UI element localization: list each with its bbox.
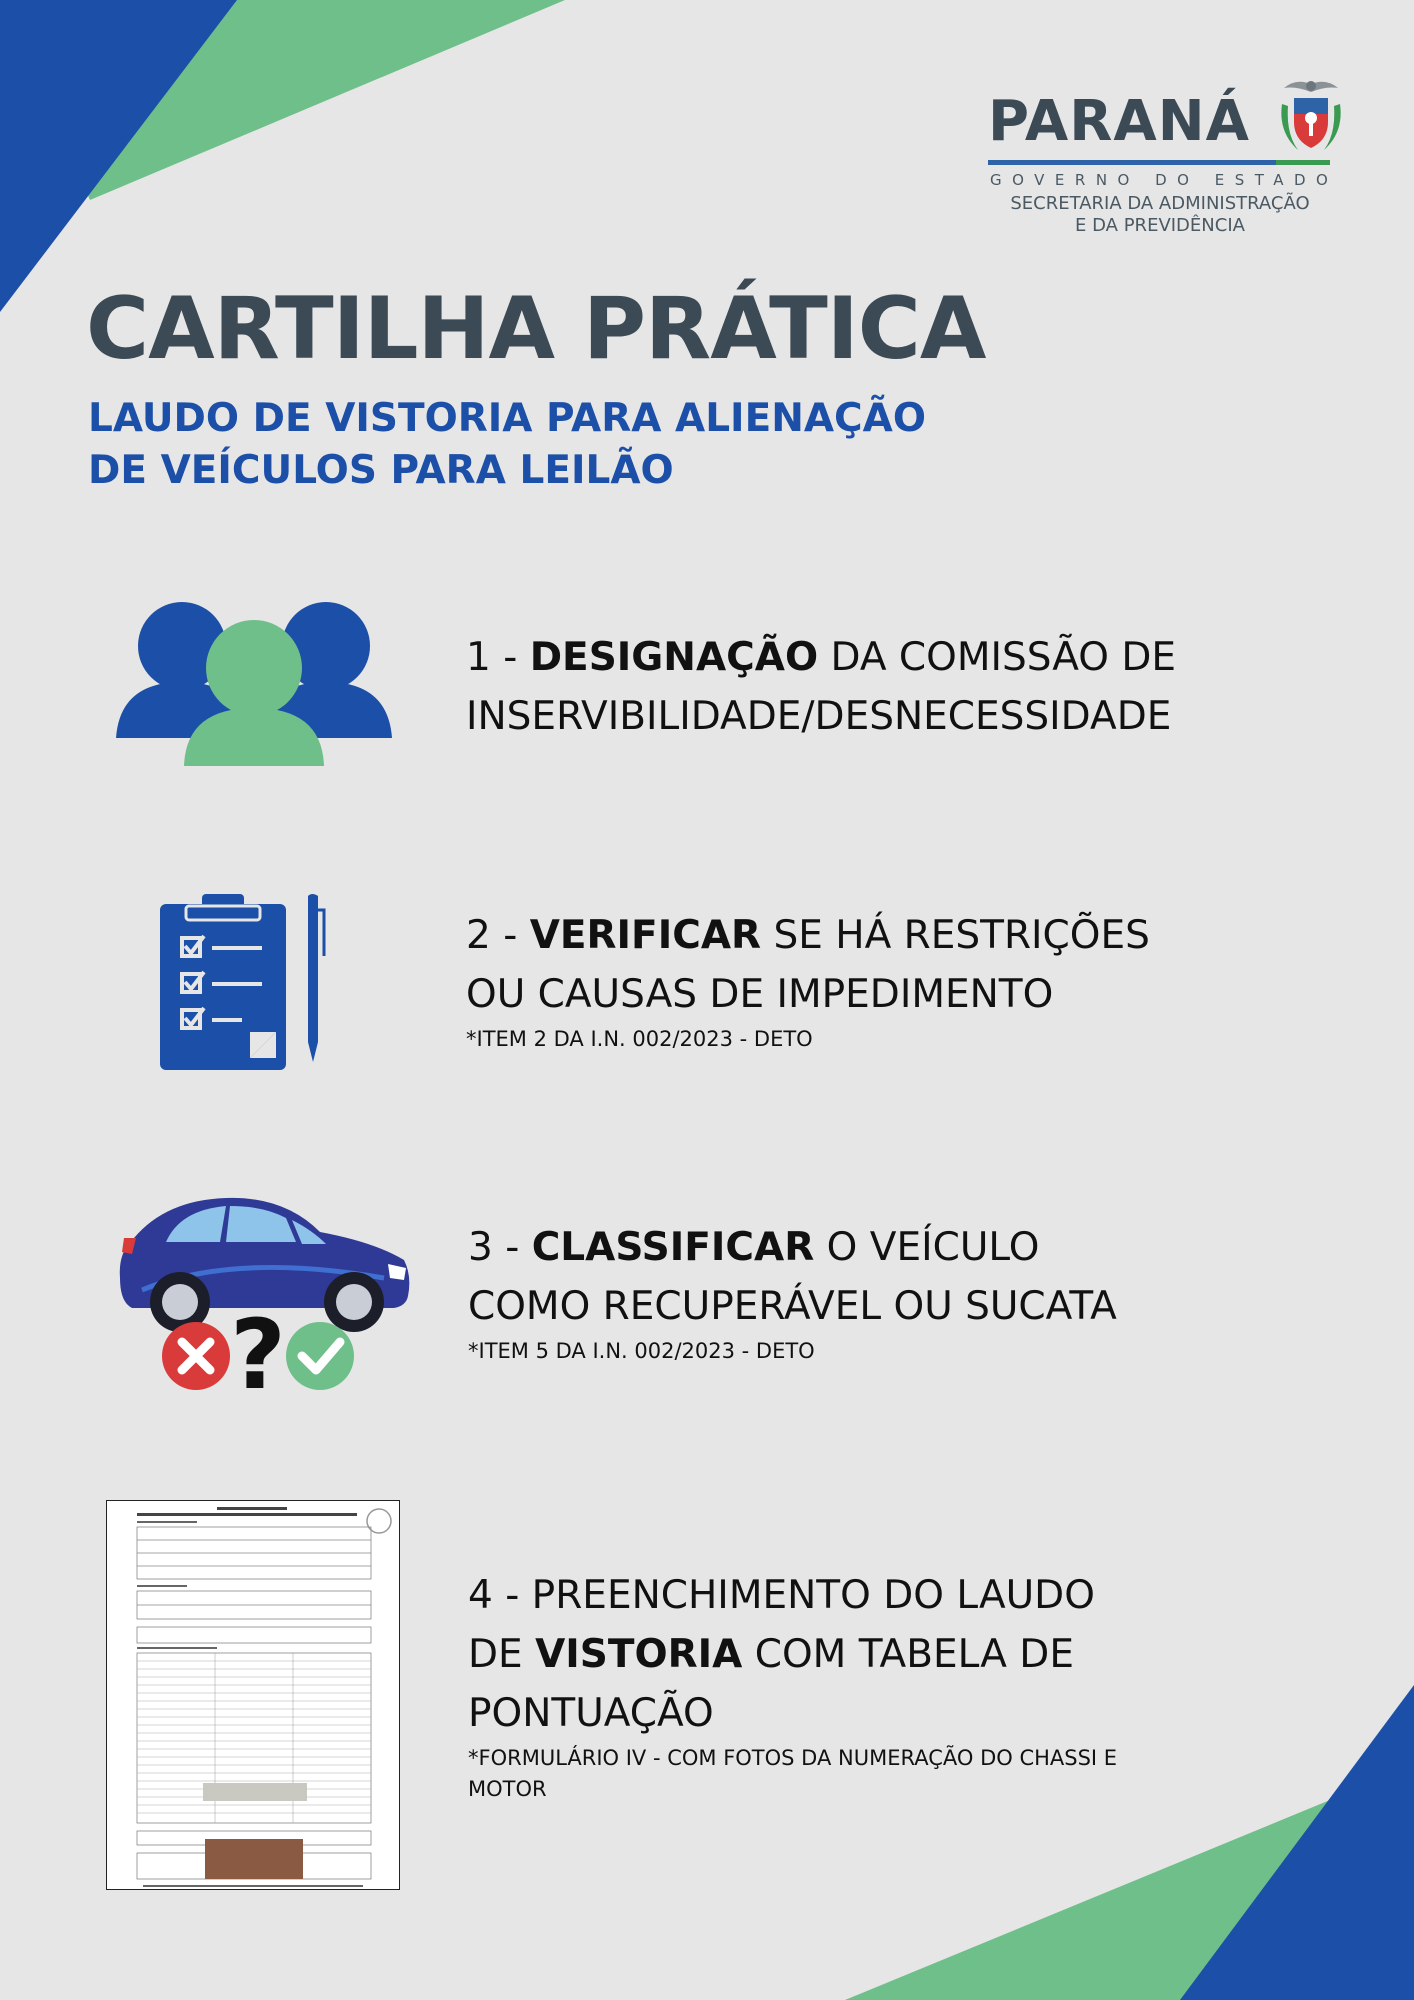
page-title: CARTILHA PRÁTICA (86, 279, 986, 379)
logo-secretariat-line2: E DA PREVIDÊNCIA (1075, 215, 1245, 236)
logo-government-text: GOVERNO DO ESTADO (990, 171, 1339, 189)
parana-government-logo (980, 74, 1360, 244)
step-3-number: 3 - (468, 1225, 532, 1270)
step-2-number: 2 - (466, 913, 530, 958)
step-2-line1 (466, 906, 1150, 965)
step-4-note-line1: *FORMULÁRIO IV - COM FOTOS DA NUMERAÇÃO DO CHASSI E (468, 1746, 1118, 1770)
step-1-keyword: DESIGNAÇÃO (529, 635, 819, 680)
subtitle-line2: DE VEÍCULOS PARA LEILÃO (88, 448, 674, 493)
step-4-line2 (468, 1625, 1117, 1684)
step-4-line3: PONTUAÇÃO (468, 1691, 714, 1736)
inspection-form-image (106, 1500, 400, 1890)
step-3-text: O VEÍCULO (814, 1225, 1040, 1270)
logo-green-bar (1276, 160, 1330, 165)
coat-of-arms-icon (1278, 74, 1344, 160)
step-4-note-line2: MOTOR (468, 1777, 547, 1801)
step-2-keyword: VERIFICAR (529, 913, 762, 958)
logo-secretariat (980, 193, 1340, 237)
step-1-line1 (466, 628, 1176, 687)
step-3 (468, 1218, 1117, 1367)
svg-text:?: ? (230, 1299, 286, 1392)
step-1-number: 1 - (466, 635, 530, 680)
step-4-keyword: VISTORIA (535, 1632, 743, 1677)
step-2-line2: OU CAUSAS DE IMPEDIMENTO (466, 972, 1054, 1017)
step-4-prefix: DE (468, 1632, 536, 1677)
step-3-line2: COMO RECUPERÁVEL OU SUCATA (468, 1284, 1117, 1329)
step-1 (466, 628, 1176, 746)
logo-name: PARANÁ (988, 89, 1250, 154)
step-4 (468, 1566, 1117, 1805)
inspection-form-drawing (107, 1501, 400, 1890)
subtitle-line1: LAUDO DE VISTORIA PARA ALIENAÇÃO (88, 396, 926, 441)
step-2-note: *ITEM 2 DA I.N. 002/2023 - DETO (466, 1027, 813, 1051)
people-group-icon (114, 598, 394, 768)
step-1-line2: INSERVIBILIDADE/DESNECESSIDADE (466, 694, 1172, 739)
step-4-text: COM TABELA DE (742, 1632, 1074, 1677)
step-2-text: SE HÁ RESTRIÇÕES (761, 913, 1150, 958)
car-classification-icon (114, 1192, 414, 1392)
step-3-keyword: CLASSIFICAR (531, 1225, 815, 1270)
step-1-text: DA COMISSÃO DE (818, 635, 1176, 680)
page-subtitle (88, 393, 1068, 497)
step-4-line1: 4 - PREENCHIMENTO DO LAUDO (468, 1573, 1095, 1618)
logo-secretariat-line1: SECRETARIA DA ADMINISTRAÇÃO (1010, 193, 1310, 214)
clipboard-checklist-icon (158, 892, 344, 1072)
logo-blue-bar (988, 160, 1276, 165)
step-3-line1 (468, 1218, 1117, 1277)
step-2 (466, 906, 1150, 1055)
step-3-note: *ITEM 5 DA I.N. 002/2023 - DETO (468, 1339, 815, 1363)
